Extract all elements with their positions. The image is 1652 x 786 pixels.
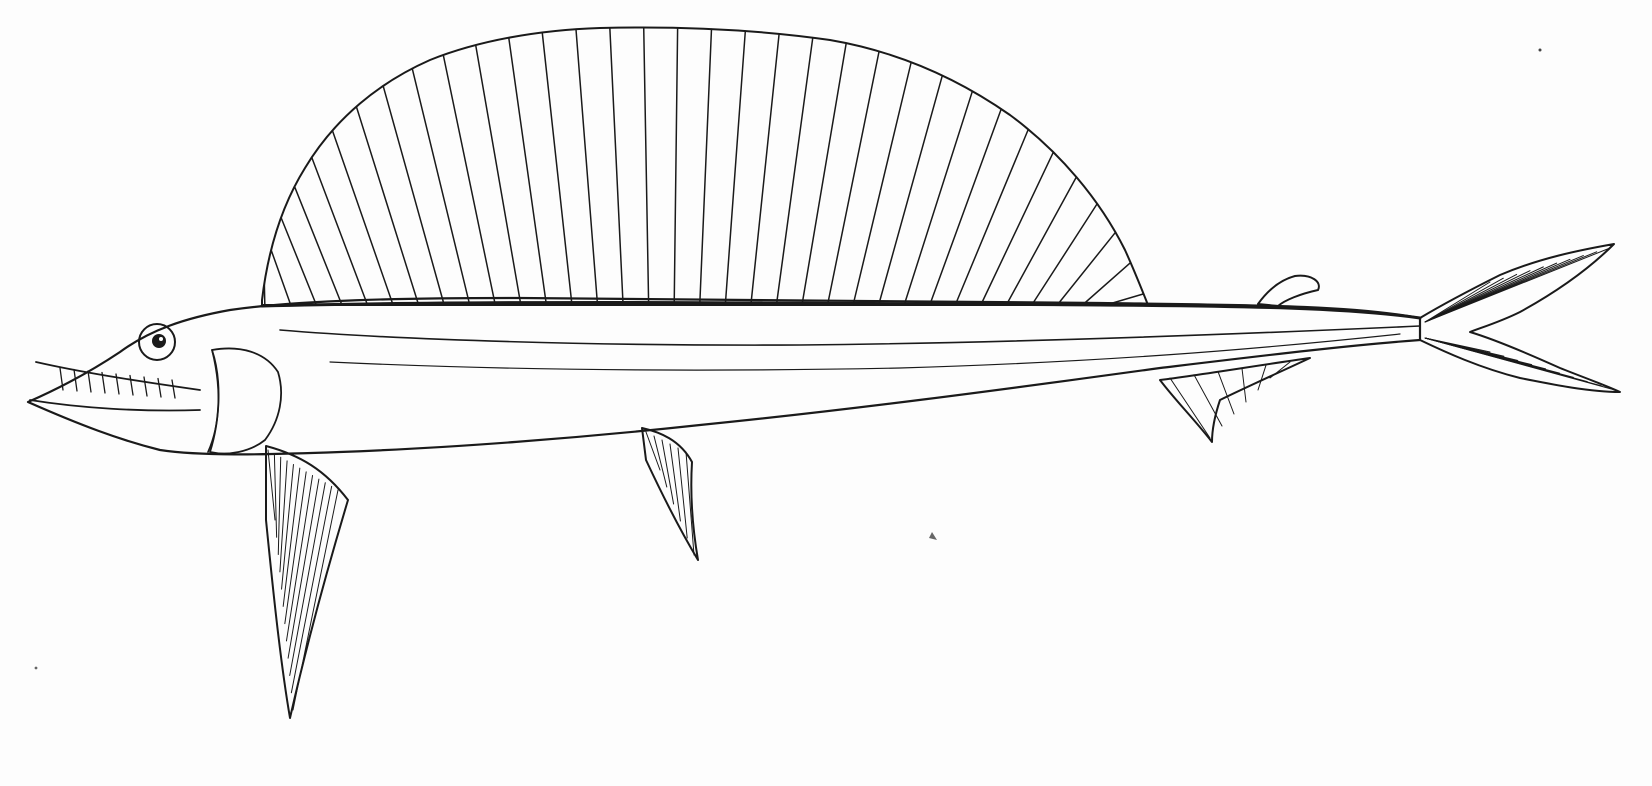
dorsal-ray [476, 45, 521, 304]
fish-head [30, 324, 281, 454]
dorsal-ray [674, 28, 677, 304]
dorsal-ray [1058, 232, 1115, 304]
dorsal-ray [332, 131, 392, 304]
dorsal-ray [956, 129, 1029, 304]
pectoral-ray [280, 461, 287, 572]
pectoral-ray [274, 454, 276, 538]
dorsal-ray [905, 91, 973, 304]
dorsal-ray [542, 33, 572, 304]
pectoral-ray [291, 486, 331, 692]
dorsal-ray [412, 69, 469, 304]
dorsal-ray [828, 51, 879, 304]
dorsal-ray [981, 152, 1053, 304]
dorsal-ray [1007, 177, 1077, 304]
dorsal-ray [356, 107, 418, 304]
second-dorsal-fin [1258, 276, 1319, 306]
pectoral-ray [293, 490, 338, 710]
dorsal-ray [271, 250, 290, 304]
pelvic-fin [642, 428, 698, 560]
tooth [88, 371, 91, 392]
dorsal-ray [777, 38, 813, 304]
pectoral-ray [278, 457, 280, 554]
dorsal-ray [295, 187, 342, 304]
caudal-fin [1420, 244, 1620, 392]
anal-ray [1218, 372, 1234, 414]
anal-ray [1194, 375, 1222, 426]
dorsal-ray [802, 43, 846, 304]
dorsal-ray [930, 109, 1001, 304]
dorsal-ray [644, 28, 649, 304]
paper-specks [35, 49, 1542, 670]
tooth [130, 376, 133, 396]
anal-ray [1170, 378, 1210, 438]
dorsal-ray [700, 29, 712, 304]
dorsal-ray [1032, 204, 1097, 304]
dorsal-ray [576, 29, 597, 304]
dorsal-ray [312, 157, 367, 304]
anal-ray [1258, 365, 1266, 390]
dorsal-ray [751, 34, 779, 304]
pectoral-ray [268, 450, 275, 520]
dorsal-ray [725, 31, 745, 304]
dorsal-ray [383, 86, 444, 304]
tooth [158, 379, 161, 398]
pelvic-ray [678, 448, 687, 538]
fish-body [28, 298, 1420, 454]
dorsal-ray [853, 62, 911, 304]
anal-ray [1242, 368, 1246, 402]
tooth [144, 377, 147, 396]
anal-fin [1160, 358, 1310, 442]
dorsal-ray [879, 76, 942, 304]
dorsal-sail-fin [262, 28, 1148, 306]
pelvic-ray [662, 440, 674, 504]
caudal-ray-upper [1425, 248, 1610, 322]
pectoral-fin [266, 446, 348, 718]
tooth [172, 380, 175, 398]
pupil [152, 334, 166, 348]
caudal-ray-lower [1425, 338, 1615, 390]
dorsal-ray [443, 55, 495, 304]
dorsal-ray [610, 28, 623, 304]
dorsal-ray [1084, 263, 1131, 304]
